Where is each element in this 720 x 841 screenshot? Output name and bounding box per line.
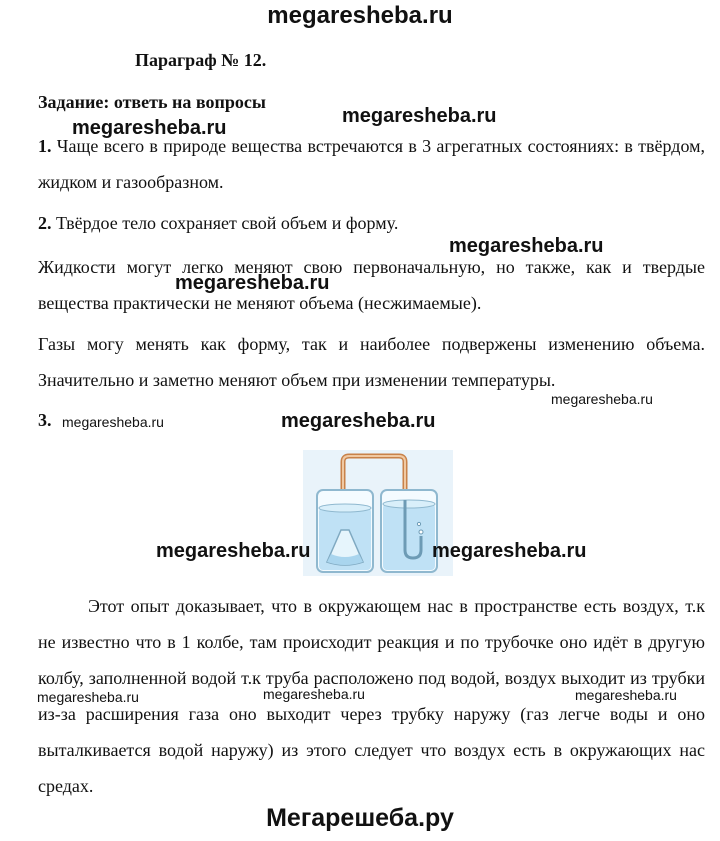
answer-3-number: 3. <box>38 410 52 430</box>
watermark-small: megaresheba.ru <box>37 689 139 705</box>
watermark-bold: megaresheba.ru <box>449 235 604 257</box>
task-title: Задание: ответь на вопросы <box>38 92 266 112</box>
two-beakers-illustration <box>303 450 453 576</box>
answer-1-text: Чаще всего в природе вещества встречаются в 3 агрегатных состояниях: в твёрдом, жидком и газообразном. <box>38 136 705 192</box>
watermark-small: megaresheba.ru <box>263 686 365 702</box>
watermark-bold: megaresheba.ru <box>281 410 436 432</box>
answer-1-number: 1. <box>38 136 52 156</box>
section-title: Параграф № 12. <box>135 50 267 70</box>
watermark-small: megaresheba.ru <box>575 687 677 703</box>
answer-3-text: Этот опыт доказывает, что в окружающем нас в пространстве есть воздух, т.к не известно что в 1 колбе, там происходит реакция и по трубочке оно идёт в другую колбу, заполненной водой т.к труба расположено под водой, воздух выходит из трубки из-за расширения газа оно выходит через трубку наружу (газ легче воды и оно выталкивается водой наружу) из этого следует что воздух есть в окружающих нас средах. <box>38 596 705 796</box>
header-watermark: megaresheba.ru <box>267 2 453 29</box>
answer-2-gases: Газы могу менять как форму, так и наиболее подвержены изменению объема. Значительно и заметно меняют объем при изменении температуры. <box>38 334 705 390</box>
watermark-bold: megaresheba.ru <box>175 272 330 294</box>
watermark-small: megaresheba.ru <box>551 391 653 407</box>
two-beakers-connected-tube-illustration <box>303 450 453 576</box>
answer-2-number: 2. <box>38 213 52 233</box>
watermark-bold: megaresheba.ru <box>342 105 497 127</box>
answer-2 <box>38 205 705 241</box>
answer-2-liquids: Жидкости могут легко меняют свою первоначальную, но также, как и твердые вещества практически не меняют объема (несжимаемые). <box>38 257 705 313</box>
watermark-bold: megaresheba.ru <box>72 117 227 139</box>
footer-watermark: Мегарешеба.ру <box>266 804 454 832</box>
watermark-bold: megaresheba.ru <box>432 540 587 562</box>
watermark-bold: megaresheba.ru <box>156 540 311 562</box>
watermark-small: megaresheba.ru <box>62 414 164 430</box>
answer-2-text: Твёрдое тело сохраняет свой объем и форму. <box>56 213 399 233</box>
